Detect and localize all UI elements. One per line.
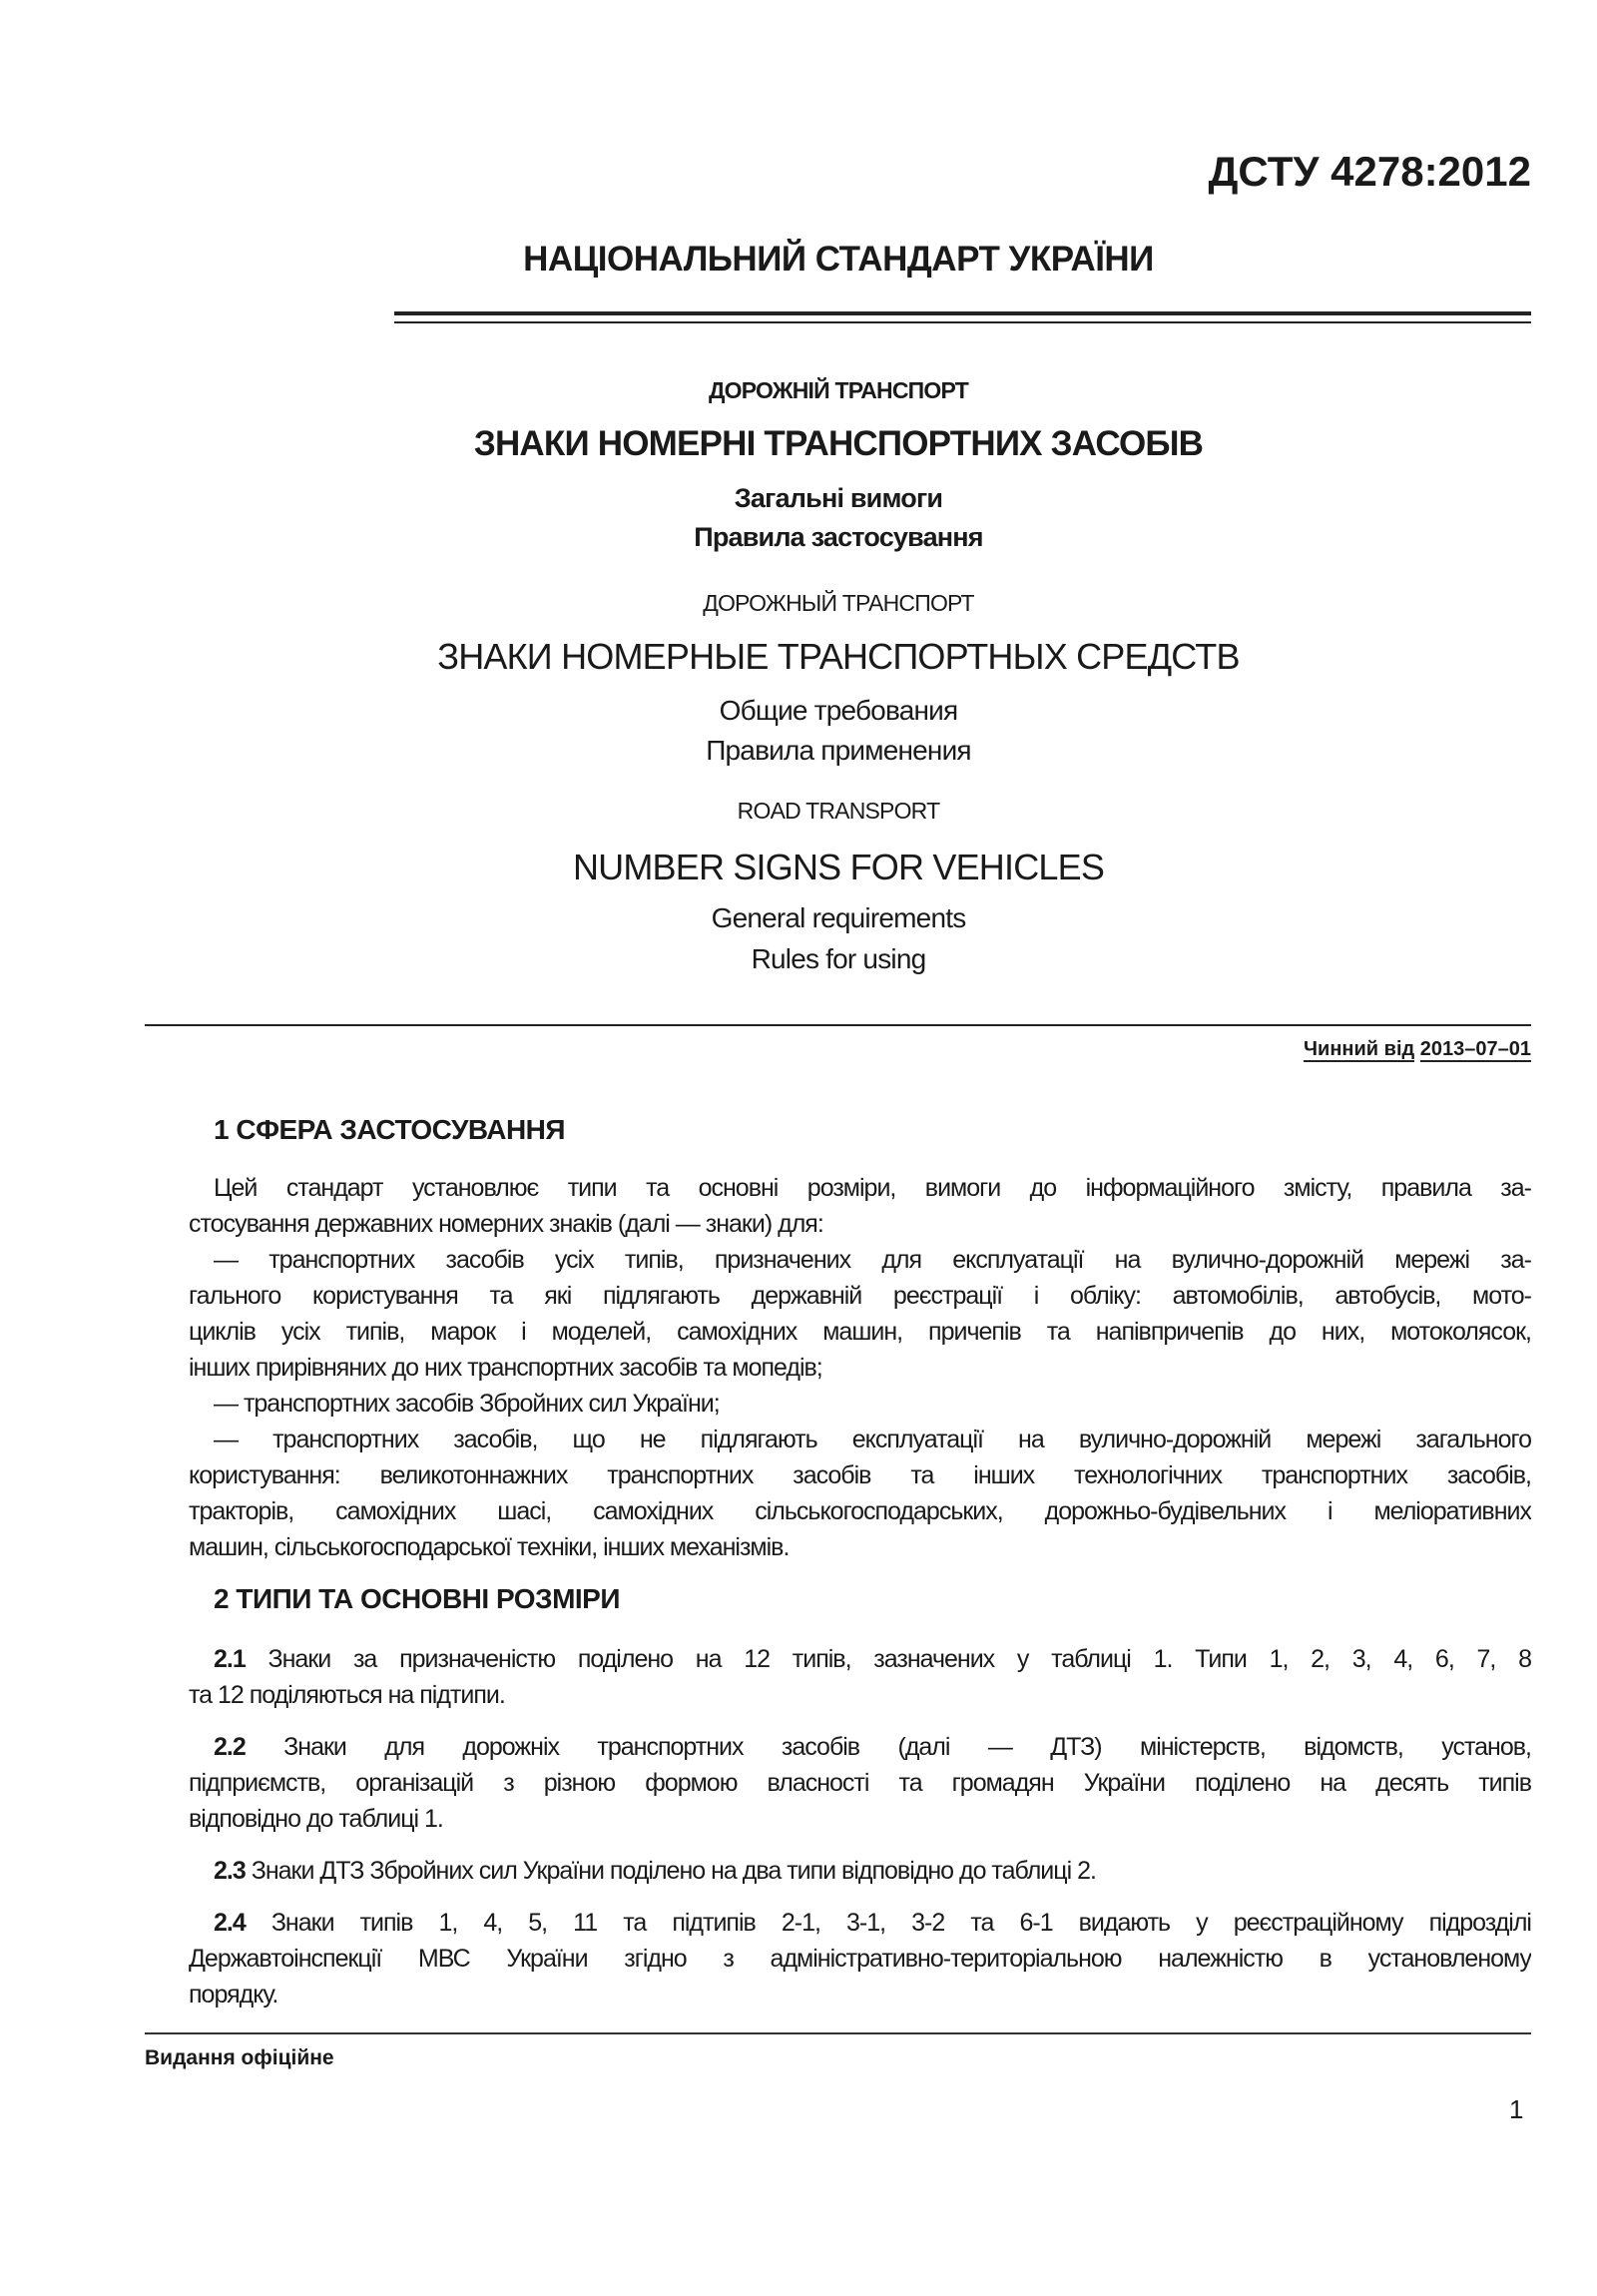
- paragraph-2.2: [189, 1729, 1531, 1837]
- divider: [145, 1024, 1531, 1026]
- standard-code: ДСТУ 4278:2012: [1208, 148, 1531, 195]
- section-1-heading: 1 СФЕРА ЗАСТОСУВАННЯ: [214, 1114, 566, 1145]
- uk-area: ДОРОЖНІЙ ТРАНСПОРТ: [709, 377, 968, 403]
- paragraph-text: Знаки ДТЗ Збройних сил України поділено на два типи відповідно до таблиці 2.: [251, 1857, 1096, 1885]
- paragraph-number: 2.3: [214, 1857, 246, 1885]
- body-line: Державтоінспекції МВС України згідно з адміністративно-територіальною належністю в установленому: [189, 1945, 1531, 1973]
- body-line: — транспортних засобів усіх типів, призначених для експлуатації на вулично-дорожній мережі за-: [214, 1246, 1531, 1274]
- body-line: підприємств, організацій з різною формою власності та громадян України поділено на десять типів: [189, 1769, 1531, 1797]
- body-line: тракторів, самохідних шасі, самохідних сільськогосподарських, дорожньо-будівельних і меліоративних: [189, 1497, 1531, 1525]
- ru-area: ДОРОЖНЫЙ ТРАНСПОРТ: [703, 590, 974, 616]
- paragraph-2.1: [189, 1641, 1531, 1713]
- en-subtitle-1: General requirements: [711, 902, 966, 933]
- body-line: інших прирівняних до них транспортних засобів та мопедів;: [189, 1354, 822, 1382]
- uk-title: ЗНАКИ НОМЕРНІ ТРАНСПОРТНИХ ЗАСОБІВ: [473, 424, 1204, 463]
- body-line: циклів усіх типів, марок і моделей, самохідних машин, причепів та напівпричепів до них, мотоколясок,: [189, 1318, 1531, 1346]
- paragraph-2.4: [189, 1905, 1531, 2012]
- en-title: NUMBER SIGNS FOR VEHICLES: [572, 847, 1105, 887]
- ru-title: ЗНАКИ НОМЕРНЫЕ ТРАНСПОРТНЫХ СРЕДСТВ: [437, 636, 1240, 677]
- effective-label: Чинний від: [1304, 1038, 1415, 1060]
- body-line: стосування державних номерних знаків (далі — знаки) для:: [189, 1210, 823, 1238]
- body-line: машин, сільськогосподарської техніки, інших механізмів.: [189, 1533, 790, 1561]
- paragraph-number: 2.1: [214, 1645, 246, 1673]
- section-2-heading: 2 ТИПИ ТА ОСНОВНІ РОЗМІРИ: [214, 1583, 620, 1614]
- effective-date-value: 2013–07–01: [1419, 1038, 1531, 1060]
- paragraph-text: Знаки для дорожніх транспортних засобів (далі — ДТЗ) міністерств, відомств, установ,: [283, 1733, 1531, 1761]
- uk-subtitle-2: Правила застосування: [694, 522, 983, 552]
- body-line: — транспортних засобів, що не підлягають експлуатації на вулично-дорожній мережі загального: [214, 1426, 1531, 1453]
- ru-subtitle-2: Правила применения: [706, 735, 971, 766]
- ru-subtitle-1: Общие требования: [719, 695, 958, 726]
- body-line: [189, 1853, 1531, 1889]
- official-edition: Видання офіційне: [145, 2046, 334, 2069]
- body-line: користування: великотоннажних транспортних засобів та інших технологічних транспортних засобів,: [189, 1461, 1531, 1489]
- page-number: 1: [1509, 2094, 1524, 2124]
- body-line: гального користування та які підлягають державній реєстрації і обліку: автомобілів, автобусів, мото-: [189, 1282, 1531, 1310]
- section-1-body: [189, 1170, 1531, 1565]
- body-line: [189, 1641, 1531, 1677]
- divider: [394, 311, 1531, 315]
- body-line: порядку.: [189, 1981, 278, 2009]
- body-line: та 12 поділяються на підтипи.: [189, 1681, 505, 1709]
- effective-date: [1304, 1038, 1531, 1061]
- divider: [394, 321, 1531, 323]
- body-line: [189, 1905, 1531, 1941]
- body-line: — транспортних засобів Збройних сил України;: [214, 1390, 720, 1418]
- body-line: Цей стандарт установлює типи та основні розміри, вимоги до інформаційного змісту, правила за-: [214, 1174, 1531, 1202]
- uk-subtitle-1: Загальні вимоги: [734, 483, 943, 513]
- paragraph-2.3: [189, 1853, 1531, 1889]
- national-standard-title: НАЦІОНАЛЬНИЙ СТАНДАРТ УКРАЇНИ: [523, 240, 1154, 279]
- body-line: відповідно до таблиці 1.: [189, 1805, 443, 1833]
- paragraph-number: 2.4: [214, 1909, 246, 1937]
- section-2-body: [189, 1641, 1531, 2028]
- paragraph-text: Знаки типів 1, 4, 5, 11 та підтипів 2-1, 3-1, 3-2 та 6-1 видають у реєстраційному підрозділі: [270, 1909, 1531, 1937]
- body-line: [189, 1729, 1531, 1765]
- paragraph-text: Знаки за призначеністю поділено на 12 типів, зазначених у таблиці 1. Типи 1, 2, 3, 4, 6, 7, 8: [267, 1645, 1531, 1673]
- footer-divider: [145, 2032, 1531, 2034]
- en-subtitle-2: Rules for using: [751, 943, 926, 974]
- en-area: ROAD TRANSPORT: [737, 798, 940, 824]
- paragraph-number: 2.2: [214, 1733, 246, 1761]
